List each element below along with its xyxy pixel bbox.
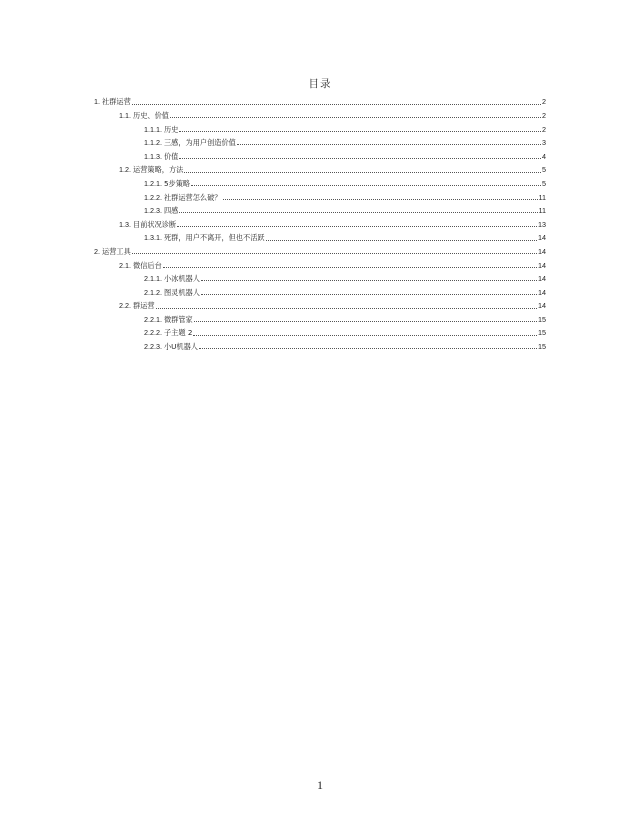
toc-entry-page: 15	[538, 342, 546, 352]
toc-entry-page: 15	[538, 314, 546, 324]
toc-dot-leader	[201, 294, 537, 295]
toc-entry-number: 1.2.3.	[144, 206, 162, 216]
toc-entry[interactable]	[94, 310, 546, 324]
toc-entry-number: 2.2.3.	[144, 342, 162, 352]
toc-entry[interactable]	[94, 174, 546, 188]
toc-entry-label: 社群运营怎么破？	[163, 192, 222, 202]
toc-entry-page: 15	[538, 328, 546, 338]
toc-entry[interactable]	[94, 242, 546, 256]
toc-entry-label: 运营工具	[102, 246, 131, 256]
toc-entry-label: 三感，为用户创造价值	[163, 138, 236, 148]
toc-entry-number: 2.1.1.	[144, 274, 162, 284]
toc-entry-number: 1.1.2.	[144, 138, 162, 148]
toc-entry-number: 1.2.2.	[144, 192, 162, 202]
toc-dot-leader	[191, 185, 541, 186]
toc-entry-number: 1.2.	[119, 165, 131, 175]
toc-dot-leader	[199, 348, 537, 349]
toc-entry-label: 历史	[163, 124, 179, 134]
toc-entry-label: 社群运营	[102, 97, 131, 107]
toc-entry-number: 1.2.1.	[144, 178, 162, 188]
toc-entry-label: 微信后台	[133, 260, 162, 270]
toc-entry[interactable]	[94, 296, 546, 310]
toc-entry[interactable]	[94, 269, 546, 283]
toc-entry-page: 2	[542, 110, 546, 120]
toc-dot-leader	[193, 335, 537, 336]
toc-entry-number: 2.2.1.	[144, 314, 162, 324]
toc-entry[interactable]	[94, 214, 546, 228]
toc-dot-leader	[179, 131, 541, 132]
toc-dot-leader	[177, 226, 537, 227]
toc-entry-number: 2.	[94, 246, 100, 256]
toc-entry-label: 小冰机器人	[163, 274, 200, 284]
toc-entry[interactable]	[94, 201, 546, 215]
toc-entry[interactable]	[94, 146, 546, 160]
toc-dot-leader	[266, 240, 537, 241]
toc-dot-leader	[179, 212, 537, 213]
toc-entry-page: 14	[538, 274, 546, 284]
toc-dot-leader	[194, 321, 537, 322]
toc-entry-page: 5	[542, 165, 546, 175]
toc-dot-leader	[184, 172, 541, 173]
toc-entry-number: 1.	[94, 97, 100, 107]
toc-entry-page: 11	[538, 192, 546, 202]
toc-entry-label: 子主题 2	[163, 328, 193, 338]
toc-entry[interactable]	[94, 337, 546, 351]
toc-dot-leader	[163, 267, 537, 268]
toc-entry-label: 历史、价值	[133, 110, 169, 120]
toc-entry-page: 2	[542, 97, 546, 107]
toc-entry-page: 2	[542, 124, 546, 134]
toc-entry-page: 14	[538, 246, 546, 256]
toc-dot-leader	[132, 253, 537, 254]
toc-entry-page: 14	[538, 233, 546, 243]
toc-entry-page: 3	[542, 138, 546, 148]
toc-entry-label: 微群管家	[163, 314, 193, 324]
toc-entry-page: 4	[542, 151, 546, 161]
toc-entry-label: 价值	[163, 151, 179, 161]
toc-entry-label: 5步策略	[163, 178, 191, 188]
toc-entry[interactable]	[94, 133, 546, 147]
toc-entry-label: 群运营	[133, 301, 155, 311]
toc-entry-label: 运营策略，方法	[133, 165, 184, 175]
toc-entry-label: 死群，用户不离开，但也不活跃	[163, 233, 265, 243]
toc-entry-number: 1.3.1.	[144, 233, 162, 243]
toc-title: 目录	[308, 78, 332, 90]
toc-entry[interactable]	[94, 119, 546, 133]
page-number: 1	[317, 778, 323, 792]
toc-entry[interactable]	[94, 187, 546, 201]
toc-list	[94, 92, 546, 350]
toc-dot-leader	[170, 117, 541, 118]
toc-entry-number: 2.2.	[119, 301, 131, 311]
toc-entry-number: 1.1.1.	[144, 124, 162, 134]
toc-dot-leader	[156, 308, 537, 309]
toc-entry-number: 2.2.2.	[144, 328, 162, 338]
toc-dot-leader	[132, 104, 541, 105]
toc-entry-page: 14	[538, 301, 546, 311]
toc-entry-number: 1.1.3.	[144, 151, 162, 161]
toc-dot-leader	[237, 144, 541, 145]
toc-entry-page: 14	[538, 287, 546, 297]
toc-entry-number: 2.1.2.	[144, 287, 162, 297]
toc-entry[interactable]	[94, 282, 546, 296]
toc-entry[interactable]	[94, 92, 546, 106]
toc-dot-leader	[201, 280, 537, 281]
toc-entry-page: 13	[538, 219, 546, 229]
toc-entry-label: 四感	[163, 206, 179, 216]
toc-entry[interactable]	[94, 228, 546, 242]
toc-dot-leader	[179, 158, 541, 159]
toc-entry-number: 1.1.	[119, 110, 131, 120]
toc-entry-label: 目前状况诊断	[133, 219, 177, 229]
toc-entry-page: 14	[538, 260, 546, 270]
toc-entry-page: 11	[538, 206, 546, 216]
toc-entry-page: 5	[542, 178, 546, 188]
toc-entry[interactable]	[94, 255, 546, 269]
toc-entry[interactable]	[94, 323, 546, 337]
toc-entry-label: 小U机器人	[163, 342, 198, 352]
toc-entry[interactable]	[94, 106, 546, 120]
toc-entry-number: 1.3.	[119, 219, 131, 229]
toc-entry-label: 图灵机器人	[163, 287, 200, 297]
toc-dot-leader	[223, 199, 538, 200]
toc-entry[interactable]	[94, 160, 546, 174]
toc-entry-number: 2.1.	[119, 260, 131, 270]
